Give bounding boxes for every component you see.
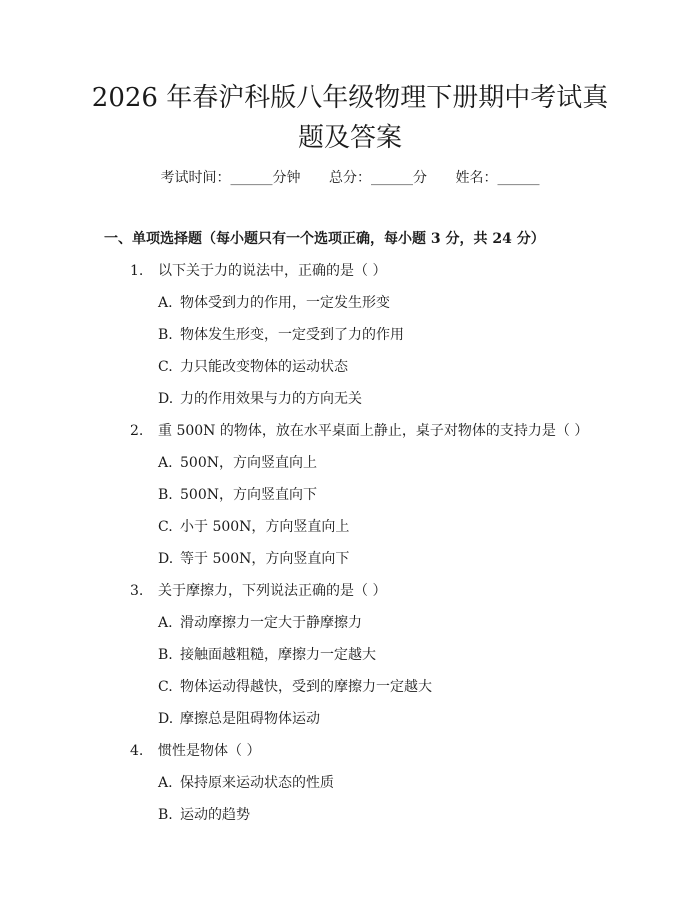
question-3-option-b [158,645,376,665]
question-2-option-c [158,517,349,537]
option-text: 500N，方向竖直向上 [180,455,317,471]
question-1-option-c [158,357,348,377]
option-letter: D. [158,391,174,407]
question-4-option-a [158,773,334,793]
option-text: 小于 500N，方向竖直向上 [180,519,350,535]
question-1-option-b [158,325,404,345]
question-1-option-a [158,293,390,313]
option-letter: D. [158,551,174,567]
option-text: 500N，方向竖直向下 [180,487,317,503]
option-letter: A. [158,455,173,471]
student-name-field: 姓名：______ [455,170,540,186]
question-3-option-a [158,613,362,633]
option-text: 力的作用效果与力的方向无关 [180,391,362,407]
question-3 [130,581,386,601]
exam-meta-row [0,168,700,188]
question-number: 4. [130,743,144,759]
option-letter: B. [158,807,173,823]
question-3-option-c [158,677,432,697]
option-letter: B. [158,327,173,343]
title-line-2: 题及答案 [297,123,402,153]
question-number: 1. [130,263,144,279]
question-2-option-d [158,549,349,569]
question-text: 重 500N 的物体，放在水平桌面上静止，桌子对物体的支持力是（ ） [158,423,589,439]
question-1 [130,261,386,281]
option-text: 运动的趋势 [180,807,250,823]
option-letter: C. [158,519,173,535]
option-text: 物体受到力的作用，一定发生形变 [180,295,390,311]
title-line-1: 2026 年春沪科版八年级物理下册期中考试真 [91,83,609,113]
option-text: 摩擦总是阻碍物体运动 [180,711,320,727]
option-text: 力只能改变物体的运动状态 [180,359,348,375]
option-text: 等于 500N，方向竖直向下 [180,551,350,567]
exam-time-field: 考试时间：______分钟 [160,170,301,186]
question-text: 关于摩擦力，下列说法正确的是（ ） [158,583,387,599]
question-2 [130,421,588,441]
option-letter: B. [158,647,173,663]
question-number: 3. [130,583,144,599]
question-1-option-d [158,389,362,409]
option-letter: D. [158,711,174,727]
option-text: 物体发生形变，一定受到了力的作用 [180,327,404,343]
option-letter: A. [158,775,173,791]
option-letter: B. [158,487,173,503]
question-4-option-b [158,805,250,825]
option-text: 物体运动得越快，受到的摩擦力一定越大 [180,679,432,695]
section-heading: 一、单项选择题（每小题只有一个选项正确，每小题 3 分，共 24 分） [104,231,545,247]
question-4 [130,741,260,761]
question-3-option-d [158,709,320,729]
option-letter: A. [158,295,173,311]
question-text: 惯性是物体（ ） [158,743,261,759]
question-text: 以下关于力的说法中，正确的是（ ） [158,263,387,279]
document-title [60,78,640,158]
question-number: 2. [130,423,144,439]
question-2-option-b [158,485,317,505]
question-2-option-a [158,453,317,473]
total-score-field: 总分：______分 [329,170,427,186]
option-letter: A. [158,615,173,631]
option-text: 滑动摩擦力一定大于静摩擦力 [180,615,362,631]
option-letter: C. [158,679,173,695]
option-text: 保持原来运动状态的性质 [180,775,334,791]
option-text: 接触面越粗糙，摩擦力一定越大 [180,647,376,663]
option-letter: C. [158,359,173,375]
